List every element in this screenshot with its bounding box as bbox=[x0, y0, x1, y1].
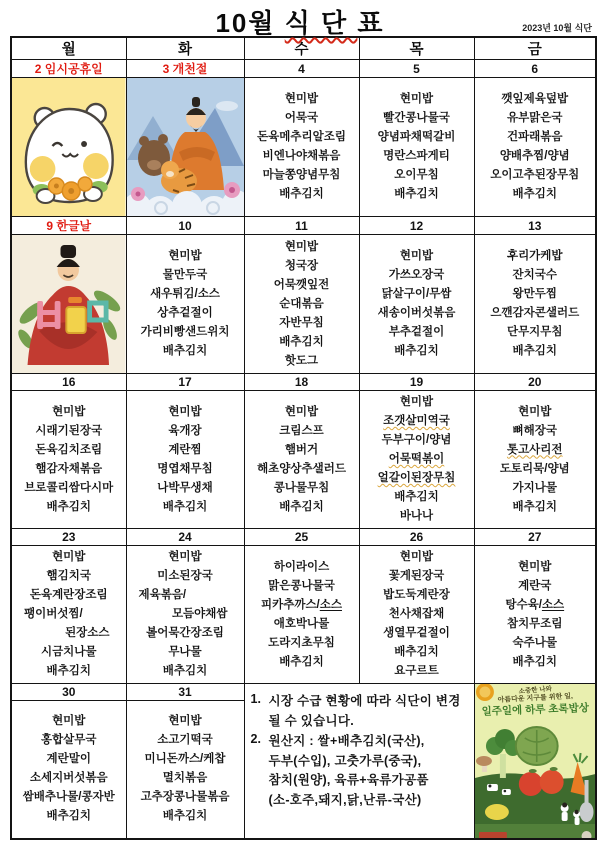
menu-item: 명란스파게티 bbox=[383, 150, 450, 162]
menu-item: 어묵국 bbox=[284, 112, 319, 124]
menu-item: 비엔나야채볶음 bbox=[262, 150, 341, 162]
page-title-part: 표 bbox=[357, 8, 385, 38]
menu-item: 천사채잡채 bbox=[388, 608, 445, 620]
note-number: 2. bbox=[250, 732, 261, 746]
menu-row bbox=[11, 391, 596, 529]
menu-item: 배추김치 bbox=[46, 500, 91, 513]
menu-item: 현미밥 bbox=[284, 240, 319, 253]
menu-item: 계란국 bbox=[518, 579, 552, 592]
menu-item: 돈육김치조림 bbox=[35, 443, 103, 456]
menu-row bbox=[11, 235, 596, 374]
menu-item: 고추장콩나물볶음 bbox=[140, 791, 230, 804]
weekday-header: 월 bbox=[11, 37, 126, 60]
date-cell: 24 bbox=[126, 529, 244, 546]
menu-item: 현미밥 bbox=[399, 250, 434, 262]
menu-item: 현미밥 bbox=[399, 93, 434, 105]
menu-item: 가리비빵샌드위치 bbox=[140, 326, 230, 338]
menu-cell bbox=[359, 78, 474, 217]
menu-item: 청국장 bbox=[284, 259, 319, 272]
date-cell: 5 bbox=[359, 60, 474, 78]
menu-cell bbox=[474, 391, 596, 529]
menu-item: 요구르트 bbox=[394, 665, 439, 677]
date-cell: 19 bbox=[359, 374, 474, 391]
page-title-part: 식 단 bbox=[284, 8, 358, 38]
poster-title: 일주일에 하루 초록밥상 bbox=[480, 702, 589, 718]
date-row bbox=[11, 529, 596, 546]
menu-item: 배추김치 bbox=[162, 665, 208, 677]
menu-item: 돈육메추리알조림 bbox=[257, 131, 346, 143]
menu-item: 현미밥 bbox=[284, 405, 319, 418]
poster-tagline-1: 소중한 나와 bbox=[517, 685, 552, 696]
menu-list bbox=[12, 712, 126, 826]
menu-item: 크림스프 bbox=[279, 424, 324, 437]
poster-tagline-2: 아름다운 지구를 위한 일, bbox=[496, 693, 573, 704]
date-cell: 11 bbox=[244, 217, 359, 235]
menu-item: 배추김치 bbox=[512, 500, 557, 513]
menu-item: 브로콜리쌈다시마 bbox=[24, 481, 114, 494]
menu-item: 콩나물무침 bbox=[273, 481, 330, 494]
menu-cell bbox=[11, 546, 126, 684]
menu-item: 뼈해장국 bbox=[512, 424, 557, 437]
menu-cell bbox=[126, 78, 244, 217]
note-item bbox=[251, 692, 470, 731]
menu-item: 현미밥 bbox=[168, 405, 202, 418]
menu-cell bbox=[474, 546, 596, 684]
menu-list bbox=[245, 558, 359, 672]
menu-list bbox=[127, 548, 244, 681]
menu-item: 나박무생채 bbox=[157, 481, 213, 494]
menu-item: 조갯살미역국 bbox=[383, 415, 450, 427]
date-row bbox=[11, 60, 596, 78]
note-text: 원산지 : 쌀+배추김치(국산), bbox=[268, 734, 425, 748]
menu-item: 어묵깻잎전 bbox=[273, 278, 330, 291]
date-cell: 6 bbox=[474, 60, 596, 78]
poster-cell bbox=[474, 684, 596, 839]
menu-cell bbox=[359, 546, 474, 684]
menu-item: 쌈배추나물/콩자반 bbox=[22, 791, 115, 804]
note-item bbox=[251, 732, 470, 810]
date-row bbox=[11, 217, 596, 235]
date-cell: 10 bbox=[126, 217, 244, 235]
menu-item: 생열무겉절이 bbox=[383, 627, 450, 639]
menu-table-body bbox=[11, 37, 596, 839]
menu-item: 현미밥 bbox=[399, 551, 434, 563]
underlined-text: 소스 bbox=[541, 598, 565, 611]
menu-item: 양념파채떡갈비 bbox=[377, 131, 456, 143]
menu-item: 햄감자채볶음 bbox=[35, 462, 103, 475]
date-cell: 12 bbox=[359, 217, 474, 235]
menu-item: 도토리묵/양념 bbox=[499, 462, 570, 475]
menu-item: 유부맑은국 bbox=[506, 112, 563, 124]
menu-item: 현미밥 bbox=[518, 560, 552, 573]
menu-list bbox=[360, 247, 474, 361]
menu-item: 가쓰오장국 bbox=[388, 269, 445, 281]
menu-item: 어묵떡볶이 bbox=[388, 453, 445, 465]
menu-item: 순대볶음 bbox=[279, 297, 324, 310]
menu-item: 배추김치 bbox=[162, 345, 208, 357]
date-cell: 17 bbox=[126, 374, 244, 391]
menu-cell bbox=[244, 78, 359, 217]
menu-item: 얼갈이된장무침 bbox=[377, 472, 456, 484]
menu-list bbox=[360, 393, 474, 526]
menu-item: 계란찜 bbox=[168, 443, 202, 456]
menu-item: 무나물 bbox=[168, 646, 202, 658]
menu-item: 현미밥 bbox=[284, 93, 319, 105]
menu-list bbox=[475, 90, 596, 204]
menu-item: 새송이버섯볶음 bbox=[377, 307, 456, 319]
menu-item: 탕수육/소스 bbox=[505, 598, 565, 611]
menu-item: 제육볶음/ bbox=[138, 589, 187, 601]
date-cell: 13 bbox=[474, 217, 596, 235]
menu-cell bbox=[474, 78, 596, 217]
menu-item: 하이라이스 bbox=[273, 560, 330, 573]
menu-item: 배추김치 bbox=[394, 188, 439, 200]
date-cell: 3 개천절 bbox=[126, 60, 244, 78]
menu-cell bbox=[244, 546, 359, 684]
menu-item: 배추김치 bbox=[512, 655, 557, 668]
menu-item: 현미밥 bbox=[518, 405, 552, 418]
menu-item: 된장소스 bbox=[65, 627, 110, 639]
menu-item: 닭살구이/무쌈 bbox=[381, 288, 452, 300]
menu-cell bbox=[474, 235, 596, 374]
menu-cell bbox=[359, 235, 474, 374]
menu-item: 배추김치 bbox=[162, 500, 208, 513]
menu-item: 현미밥 bbox=[168, 250, 202, 262]
date-cell: 27 bbox=[474, 529, 596, 546]
menu-list bbox=[12, 548, 126, 681]
notes-cell bbox=[244, 684, 474, 839]
date-cell: 18 bbox=[244, 374, 359, 391]
menu-item: 깻잎제육덮밥 bbox=[501, 93, 569, 105]
menu-item: 배추김치 bbox=[46, 665, 91, 677]
menu-item: 홍합살무국 bbox=[40, 734, 97, 747]
menu-item: 바나나 bbox=[399, 510, 434, 522]
menu-item: 꽃게된장국 bbox=[388, 570, 445, 582]
menu-item: 현미밥 bbox=[52, 715, 86, 728]
date-cell: 26 bbox=[359, 529, 474, 546]
menu-cell bbox=[126, 701, 244, 839]
temporary-holiday-bear-illustration bbox=[12, 78, 126, 216]
menu-table bbox=[10, 36, 597, 840]
menu-item: 햄김치국 bbox=[46, 570, 91, 582]
menu-item: 배추김치 bbox=[279, 188, 324, 200]
green-table-poster bbox=[475, 684, 596, 839]
menu-item: 모듬야채쌈 bbox=[171, 608, 228, 620]
menu-item: 멸치볶음 bbox=[162, 772, 208, 785]
date-cell: 25 bbox=[244, 529, 359, 546]
page-header bbox=[0, 0, 600, 36]
menu-item: 팽이버섯찜/ bbox=[24, 608, 83, 620]
menu-item: 명엽채무침 bbox=[157, 462, 213, 475]
menu-cell bbox=[11, 78, 126, 217]
date-cell: 16 bbox=[11, 374, 126, 391]
menu-item: 오이고추된장무침 bbox=[490, 169, 580, 181]
menu-item: 해초양상추샐러드 bbox=[257, 462, 346, 475]
menu-item: 배추김치 bbox=[46, 810, 91, 823]
menu-item: 가지나물 bbox=[512, 481, 557, 494]
date-cell: 4 bbox=[244, 60, 359, 78]
menu-item: 현미밥 bbox=[168, 551, 202, 563]
menu-item: 현미밥 bbox=[399, 396, 434, 408]
menu-item: 상추겉절이 bbox=[157, 307, 213, 319]
weekday-header: 목 bbox=[359, 37, 474, 60]
menu-cell bbox=[126, 235, 244, 374]
menu-cell bbox=[126, 391, 244, 529]
menu-item: 마늘쫑양념무침 bbox=[262, 169, 341, 181]
menu-list bbox=[475, 403, 596, 517]
menu-item: 시래기된장국 bbox=[35, 424, 103, 437]
weekday-header-row bbox=[11, 37, 596, 60]
menu-item: 돈육계란장조림 bbox=[29, 589, 108, 601]
menu-cell bbox=[11, 235, 126, 374]
date-cell: 20 bbox=[474, 374, 596, 391]
menu-item: 배추김치 bbox=[394, 646, 439, 658]
menu-item: 왕만두찜 bbox=[512, 288, 557, 300]
menu-list bbox=[127, 712, 244, 826]
menu-item: 배추김치 bbox=[279, 500, 324, 513]
menu-item: 배추김치 bbox=[512, 188, 557, 200]
note-number: 1. bbox=[250, 692, 261, 706]
note-text: (소-호주,돼지,닭,난류-국산) bbox=[268, 792, 422, 807]
menu-list bbox=[475, 247, 596, 361]
date-cell: 9 한글날 bbox=[11, 217, 126, 235]
menu-list bbox=[127, 403, 244, 517]
menu-cell bbox=[244, 235, 359, 374]
menu-item: 배추김치 bbox=[394, 345, 439, 357]
menu-cell bbox=[126, 546, 244, 684]
note-text: 시장 수급 현황에 따라 식단이 변경 bbox=[268, 694, 461, 708]
menu-item: 시금치나물 bbox=[40, 646, 97, 658]
menu-item: 배추김치 bbox=[512, 345, 557, 357]
menu-item: 배추김치 bbox=[279, 655, 324, 668]
menu-item: 참치무조림 bbox=[506, 617, 563, 630]
menu-item: 양배추찜/양념 bbox=[499, 150, 570, 162]
menu-item: 배추김치 bbox=[162, 810, 208, 823]
menu-item: 배추김치 bbox=[394, 491, 439, 503]
page-title bbox=[0, 0, 600, 40]
note-text: 될 수 있습니다. bbox=[268, 713, 355, 728]
date-cell: 30 bbox=[11, 684, 126, 701]
menu-item: 빨간콩나물국 bbox=[383, 112, 450, 124]
menu-item: 으깬감자콘샐러드 bbox=[490, 307, 580, 319]
weekday-header: 화 bbox=[126, 37, 244, 60]
date-cell: 31 bbox=[126, 684, 244, 701]
menu-item: 애호박나물 bbox=[273, 617, 330, 630]
menu-item: 맑은콩나물국 bbox=[268, 579, 335, 592]
menu-cell bbox=[359, 391, 474, 529]
menu-item: 잔치국수 bbox=[512, 269, 557, 281]
hangul-day-sejong-illustration bbox=[12, 235, 126, 373]
weekday-header: 수 bbox=[244, 37, 359, 60]
date-row bbox=[11, 374, 596, 391]
menu-list bbox=[127, 247, 244, 361]
menu-item: 밥도둑계란장 bbox=[383, 589, 450, 601]
menu-item: 육개장 bbox=[168, 424, 202, 437]
note-text: 참치(원양), 육류+육류가공품 bbox=[268, 773, 429, 787]
menu-item: 현미밥 bbox=[52, 551, 86, 563]
menu-item: 계란말이 bbox=[46, 753, 91, 766]
date-cell: 23 bbox=[11, 529, 126, 546]
menu-list bbox=[12, 403, 126, 517]
menu-item: 피카추까스/소스 bbox=[261, 598, 342, 611]
menu-item: 핫도그 bbox=[284, 354, 319, 367]
menu-row bbox=[11, 546, 596, 684]
menu-item: 두부구이/양념 bbox=[381, 434, 452, 446]
menu-item: 물만두국 bbox=[162, 269, 208, 281]
menu-item: 소고기떡국 bbox=[157, 734, 213, 747]
menu-date-label: 2023년 10월 식단 bbox=[522, 23, 592, 33]
menu-item: 단무지무침 bbox=[506, 326, 563, 338]
menu-list bbox=[245, 90, 359, 204]
menu-item: 건파래볶음 bbox=[506, 131, 563, 143]
menu-cell bbox=[11, 391, 126, 529]
menu-cell bbox=[244, 391, 359, 529]
menu-item: 부추겉절이 bbox=[388, 326, 445, 338]
menu-item: 현미밥 bbox=[52, 405, 86, 418]
page-title-part: 10월 bbox=[215, 8, 285, 38]
menu-item: 배추김치 bbox=[279, 335, 324, 348]
menu-item: 새우튀김/소스 bbox=[150, 288, 220, 300]
menu-item: 미니돈까스/케찹 bbox=[144, 753, 226, 766]
underlined-text: 소스 bbox=[319, 598, 342, 611]
menu-cell bbox=[11, 701, 126, 839]
menu-item: 미소된장국 bbox=[157, 570, 213, 582]
menu-item: 톳고사리전 bbox=[506, 443, 563, 456]
menu-item: 현미밥 bbox=[168, 715, 202, 728]
menu-list bbox=[360, 90, 474, 204]
menu-list bbox=[245, 238, 359, 371]
menu-item: 볼어묵간장조림 bbox=[146, 627, 224, 639]
menu-item: 후리가케밥 bbox=[506, 250, 563, 262]
menu-list bbox=[475, 558, 596, 672]
menu-item: 도라지초무침 bbox=[268, 636, 335, 649]
menu-row bbox=[11, 78, 596, 217]
menu-item: 자반무침 bbox=[279, 316, 324, 329]
menu-item: 숙주나물 bbox=[512, 636, 557, 649]
date-cell: 2 임시공휴일 bbox=[11, 60, 126, 78]
menu-list bbox=[245, 403, 359, 517]
gaecheonjeol-dangun-illustration bbox=[127, 78, 244, 216]
menu-item: 오이무침 bbox=[394, 169, 439, 181]
menu-item: 소세지버섯볶음 bbox=[29, 772, 108, 785]
menu-list bbox=[360, 548, 474, 681]
note-first-line bbox=[251, 692, 470, 712]
menu-item: 햄버거 bbox=[284, 443, 319, 456]
note-text: 두부(수입), 고춧가루(중국), bbox=[268, 753, 422, 768]
note-first-line bbox=[251, 732, 470, 752]
weekday-header: 금 bbox=[474, 37, 596, 60]
date-row bbox=[11, 684, 596, 701]
